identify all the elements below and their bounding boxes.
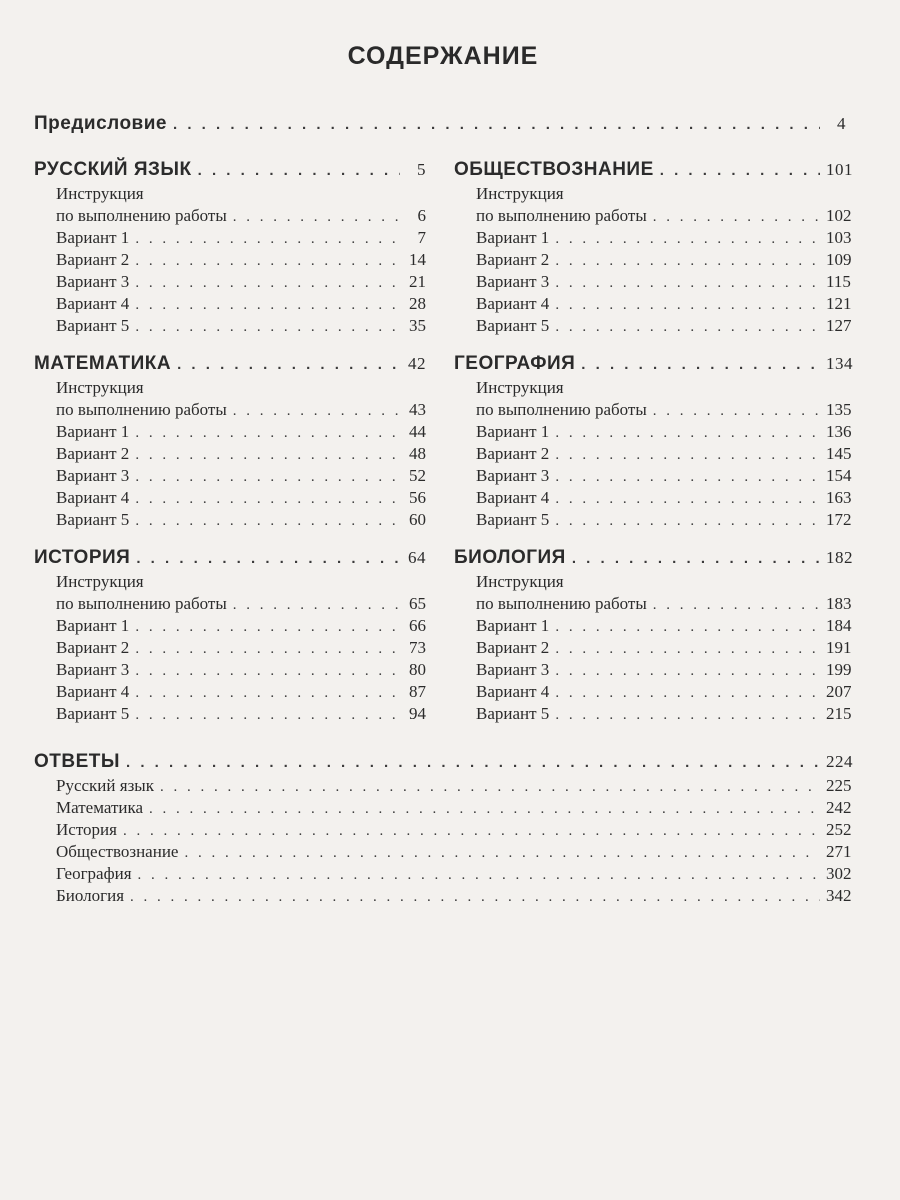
toc-page-number: 87	[409, 682, 426, 701]
toc-page-number: 21	[409, 272, 426, 291]
leader-dots	[177, 353, 400, 377]
toc-section-math[interactable]	[34, 352, 426, 376]
toc-entry-variant[interactable]	[476, 314, 852, 338]
toc-page-number: 52	[409, 466, 426, 485]
instruction-label: Инструкция	[476, 378, 564, 397]
leader-dots	[555, 509, 820, 533]
toc-entry-label: Вариант 1	[476, 228, 550, 247]
toc-page-number: 184	[826, 616, 852, 635]
toc-page-number: 252	[826, 820, 852, 839]
leader-dots	[572, 547, 820, 571]
toc-page-number: 154	[826, 466, 852, 485]
toc-page-number: 102	[826, 206, 852, 225]
section-title: ГЕОГРАФИЯ	[454, 353, 576, 374]
toc-entry-variant[interactable]	[476, 508, 852, 532]
toc-entry-variant[interactable]	[476, 226, 852, 250]
toc-entry-variant[interactable]	[56, 680, 426, 704]
toc-entry-answers[interactable]	[56, 796, 852, 820]
toc-entry-variant[interactable]	[476, 464, 852, 488]
toc-entry-variant[interactable]	[476, 292, 852, 316]
toc-page-number: 60	[409, 510, 426, 529]
instruction-label: Инструкция	[476, 572, 564, 591]
leader-dots	[555, 703, 820, 727]
toc-entry-label: Вариант 5	[56, 510, 130, 529]
toc-section-biology[interactable]	[454, 546, 853, 570]
toc-entry-label: Вариант 2	[476, 444, 550, 463]
toc-page-number: 145	[826, 444, 852, 463]
toc-entry-answers[interactable]	[56, 884, 852, 908]
toc-page-number: 271	[826, 842, 852, 861]
toc-entry-label: Вариант 2	[56, 444, 130, 463]
toc-entry-variant[interactable]	[56, 442, 426, 466]
toc-page-number: 215	[826, 704, 852, 723]
toc-entry-label: Вариант 2	[56, 638, 130, 657]
toc-page-number: 5	[417, 160, 426, 179]
toc-entry-label: Вариант 3	[56, 272, 130, 291]
toc-entry-variant[interactable]	[56, 270, 426, 294]
leader-dots	[198, 159, 400, 183]
section-title: БИОЛОГИЯ	[454, 547, 566, 568]
toc-page-number: 42	[408, 354, 426, 373]
toc-page-number: 14	[409, 250, 426, 269]
toc-page-number: 109	[826, 250, 852, 269]
toc-page-number: 121	[826, 294, 852, 313]
toc-entry-label: Вариант 4	[56, 294, 130, 313]
leader-dots	[555, 315, 820, 339]
toc-entry-instructions[interactable]	[476, 204, 852, 228]
toc-page-number: 136	[826, 422, 852, 441]
toc-page-number: 135	[826, 400, 852, 419]
toc-entry-label: Вариант 3	[56, 660, 130, 679]
toc-entry-label: по выполнению работы	[56, 206, 227, 225]
toc-entry-answers[interactable]	[56, 774, 852, 798]
toc-entry-label: Вариант 4	[476, 682, 550, 701]
toc-page-number: 66	[409, 616, 426, 635]
toc-page-number: 56	[409, 488, 426, 507]
toc-entry-label: Вариант 5	[476, 316, 550, 335]
toc-entry-label: Вариант 2	[56, 250, 130, 269]
toc-entry-label: Математика	[56, 798, 144, 817]
toc-page-number: 207	[826, 682, 852, 701]
toc-entry-answers[interactable]	[56, 840, 852, 864]
leader-dots	[173, 113, 820, 137]
toc-page-number: 302	[826, 864, 852, 883]
toc-page-number: 28	[409, 294, 426, 313]
toc-entry-label: Вариант 5	[476, 704, 550, 723]
instruction-label: Инструкция	[476, 184, 564, 203]
toc-page-number: 35	[409, 316, 426, 335]
toc-entry-variant[interactable]	[56, 508, 426, 532]
toc-entry-instructions[interactable]	[56, 398, 426, 422]
toc-entry-variant[interactable]	[476, 486, 852, 510]
toc-entry-variant[interactable]	[476, 636, 852, 660]
toc-entry-label: Вариант 5	[56, 316, 130, 335]
toc-page-number: 65	[409, 594, 426, 613]
toc-entry-variant[interactable]	[56, 464, 426, 488]
toc-page-number: 101	[826, 160, 853, 179]
leader-dots	[130, 885, 820, 909]
toc-entry-variant[interactable]	[476, 270, 851, 294]
toc-entry-instructions[interactable]	[476, 398, 852, 422]
leader-dots	[126, 751, 820, 775]
toc-page-number: 342	[826, 886, 852, 905]
instruction-label: Инструкция	[56, 378, 144, 397]
toc-section-history[interactable]	[34, 546, 426, 570]
toc-entry-variant[interactable]	[476, 248, 852, 272]
toc-page-number: 73	[409, 638, 426, 657]
toc-entry-label: Вариант 3	[56, 466, 130, 485]
toc-page-number: 115	[826, 272, 851, 291]
toc-entry-variant[interactable]	[56, 226, 426, 250]
leader-dots	[581, 353, 820, 377]
toc-entry-instructions[interactable]	[56, 204, 426, 228]
toc-entry-label: Вариант 1	[56, 228, 130, 247]
toc-page-number: 225	[826, 776, 852, 795]
toc-entry-label: Вариант 3	[476, 660, 550, 679]
toc-entry-variant[interactable]	[56, 486, 426, 510]
toc-page-number: 64	[408, 548, 426, 567]
toc-page-number: 4	[837, 114, 846, 133]
toc-page-number: 134	[826, 354, 853, 373]
toc-entry-instructions[interactable]	[476, 592, 852, 616]
leader-dots	[135, 703, 400, 727]
toc-page-number: 163	[826, 488, 852, 507]
toc-page-number: 199	[826, 660, 852, 679]
toc-entry-variant[interactable]	[56, 658, 426, 682]
toc-entry-label: по выполнению работы	[476, 400, 647, 419]
toc-entry-label: География	[56, 864, 132, 883]
toc-page-number: 44	[409, 422, 426, 441]
toc-page-number: 7	[417, 228, 426, 247]
toc-entry-label: Вариант 2	[476, 250, 550, 269]
toc-entry-label: История	[56, 820, 117, 839]
toc-entry-label: Вариант 1	[476, 422, 550, 441]
toc-entry-variant[interactable]	[476, 680, 852, 704]
toc-entry-label: по выполнению работы	[56, 400, 227, 419]
toc-entry-label: Обществознание	[56, 842, 179, 861]
toc-page-number: 224	[826, 752, 853, 771]
toc-entry-variant[interactable]	[56, 248, 426, 272]
toc-entry-label: Вариант 5	[56, 704, 130, 723]
leader-dots	[660, 159, 820, 183]
toc-entry-label: Предисловие	[34, 113, 167, 134]
toc-entry-label: Русский язык	[56, 776, 154, 795]
toc-entry-label: Вариант 1	[56, 422, 130, 441]
toc-page-number: 183	[826, 594, 852, 613]
toc-entry-answers[interactable]	[56, 818, 852, 842]
toc-entry-variant[interactable]	[56, 614, 426, 638]
toc-entry-instructions[interactable]	[56, 592, 426, 616]
toc-page-number: 48	[409, 444, 426, 463]
toc-entry-label: Вариант 3	[476, 466, 550, 485]
toc-entry-variant[interactable]	[56, 292, 426, 316]
toc-entry-label: Вариант 4	[476, 488, 550, 507]
toc-entry-variant[interactable]	[56, 420, 426, 444]
toc-entry-preface[interactable]	[34, 112, 846, 136]
toc-page-number: 94	[409, 704, 426, 723]
toc-entry-label: Вариант 1	[56, 616, 130, 635]
toc-entry-variant[interactable]	[476, 442, 852, 466]
toc-entry-label: Вариант 5	[476, 510, 550, 529]
leader-dots	[135, 315, 400, 339]
instruction-label: Инструкция	[56, 572, 144, 591]
toc-section-answers[interactable]	[34, 750, 853, 774]
toc-entry-label: Вариант 4	[476, 294, 550, 313]
toc-page-number: 191	[826, 638, 852, 657]
toc-entry-variant[interactable]	[56, 314, 426, 338]
toc-section-russian[interactable]	[34, 158, 426, 182]
toc-page-number: 242	[826, 798, 852, 817]
leader-dots	[136, 547, 400, 571]
instruction-label: Инструкция	[56, 184, 144, 203]
toc-page-number: 6	[417, 206, 426, 225]
toc-page-number: 182	[826, 548, 853, 567]
toc-entry-variant[interactable]	[476, 702, 852, 726]
toc-entry-variant[interactable]	[56, 702, 426, 726]
toc-entry-label: по выполнению работы	[476, 594, 647, 613]
leader-dots	[135, 509, 400, 533]
toc-entry-label: по выполнению работы	[56, 594, 227, 613]
toc-entry-answers[interactable]	[56, 862, 852, 886]
section-title: ОБЩЕСТВОЗНАНИЕ	[454, 159, 654, 180]
toc-entry-label: Вариант 4	[56, 488, 130, 507]
toc-entry-label: по выполнению работы	[476, 206, 647, 225]
toc-entry-label: Вариант 2	[476, 638, 550, 657]
section-title: РУССКИЙ ЯЗЫК	[34, 159, 192, 180]
toc-entry-label: Вариант 1	[476, 616, 550, 635]
toc-page-number: 80	[409, 660, 426, 679]
page-title: СОДЕРЖАНИЕ	[347, 42, 539, 70]
toc-section-geography[interactable]	[454, 352, 853, 376]
toc-entry-variant[interactable]	[476, 420, 852, 444]
section-title: ИСТОРИЯ	[34, 547, 131, 568]
section-title: МАТЕМАТИКА	[34, 353, 172, 374]
section-title: ОТВЕТЫ	[34, 751, 120, 772]
toc-entry-variant[interactable]	[476, 614, 852, 638]
toc-page-number: 103	[826, 228, 852, 247]
toc-entry-variant[interactable]	[56, 636, 426, 660]
toc-section-social[interactable]	[454, 158, 853, 182]
toc-entry-label: Вариант 3	[476, 272, 550, 291]
toc-entry-label: Вариант 4	[56, 682, 130, 701]
toc-page-number: 43	[409, 400, 426, 419]
toc-page-number: 127	[826, 316, 852, 335]
toc-entry-label: Биология	[56, 886, 125, 905]
toc-entry-variant[interactable]	[476, 658, 852, 682]
toc-page-number: 172	[826, 510, 852, 529]
